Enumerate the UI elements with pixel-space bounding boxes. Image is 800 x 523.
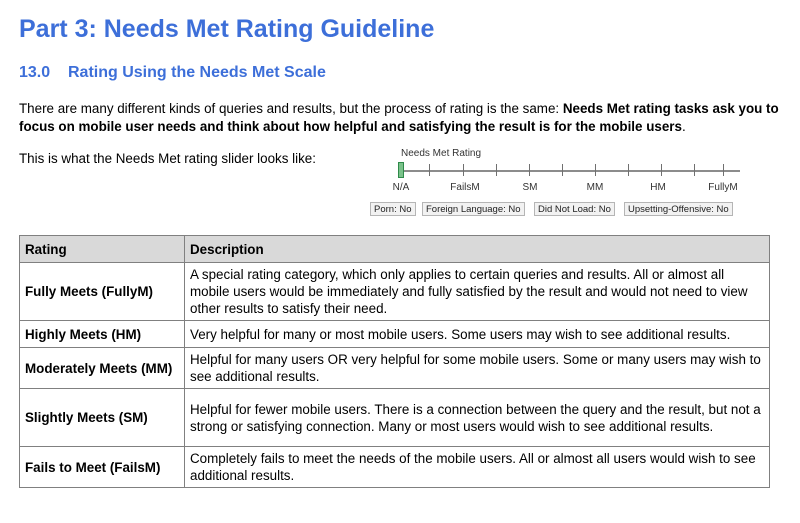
- tick-label-mm: MM: [586, 182, 604, 193]
- rating-name: Fully Meets (FullyM): [20, 263, 185, 321]
- rating-name: Moderately Meets (MM): [20, 348, 185, 389]
- slider-tick: [661, 164, 662, 176]
- slider-tick: [694, 164, 695, 176]
- part-title: Part 3: Needs Met Rating Guideline: [19, 15, 435, 43]
- slider-handle[interactable]: [398, 162, 404, 178]
- slider-tick: [529, 164, 530, 176]
- tick-label-na: N/A: [392, 182, 410, 193]
- intro-end: .: [681, 119, 686, 134]
- porn-flag-button[interactable]: Porn: No: [370, 202, 416, 216]
- table-row: [20, 389, 770, 447]
- table-row: [20, 348, 770, 389]
- slider-tick: [562, 164, 563, 176]
- rating-description: Helpful for fewer mobile users. There is a connection between the query and the result, but not a strong or satisfying connection. Many or most users would wish to see additional results.: [185, 389, 770, 447]
- rating-name: Fails to Meet (FailsM): [20, 447, 185, 488]
- slider-tick: [463, 164, 464, 176]
- rating-table: [19, 235, 770, 488]
- tick-label-fullym: FullyM: [708, 182, 738, 193]
- slider-tick: [723, 164, 724, 176]
- intro-paragraph: [19, 100, 779, 136]
- slider-tick: [628, 164, 629, 176]
- table-row: [20, 447, 770, 488]
- slider-tick: [595, 164, 596, 176]
- upsetting-offensive-flag-button[interactable]: Upsetting-Offensive: No: [624, 202, 733, 216]
- rating-name: Slightly Meets (SM): [20, 389, 185, 447]
- rating-description: Completely fails to meet the needs of the mobile users. All or almost all users would wish to see additional results.: [185, 447, 770, 488]
- slider-title: Needs Met Rating: [401, 148, 482, 159]
- description-column-header: Description: [185, 236, 770, 263]
- section-heading: [19, 64, 326, 82]
- foreign-language-flag-button[interactable]: Foreign Language: No: [422, 202, 525, 216]
- slider-track[interactable]: [400, 170, 740, 172]
- intro-text: There are many different kinds of queries and results, but the process of rating is the same:: [19, 101, 563, 116]
- rating-description: A special rating category, which only applies to certain queries and results. All or almost all mobile users would be immediately and fully satisfied by the result and would not need to view other results to satisfy their need.: [185, 263, 770, 321]
- tick-label-hm: HM: [650, 182, 666, 193]
- tick-label-sm: SM: [522, 182, 538, 193]
- rating-description: Helpful for many users OR very helpful for some mobile users. Some or many users may wish to see additional results.: [185, 348, 770, 389]
- table-row: [20, 321, 770, 348]
- section-number: 13.0: [19, 64, 51, 81]
- slider-tick: [496, 164, 497, 176]
- rating-column-header: Rating: [20, 236, 185, 263]
- intro-bold-text: Needs Met rating tasks ask you to focus on mobile user needs and think about how helpful and satisfying the result is for the mobile users: [19, 101, 779, 134]
- rating-description: Very helpful for many or most mobile users. Some users may wish to see additional results.: [185, 321, 770, 348]
- needs-met-slider: [368, 146, 768, 218]
- section-title: Rating Using the Needs Met Scale: [68, 64, 326, 81]
- tick-label-failsm: FailsM: [450, 182, 480, 193]
- table-row: [20, 263, 770, 321]
- did-not-load-flag-button[interactable]: Did Not Load: No: [534, 202, 615, 216]
- table-header-row: [20, 236, 770, 263]
- slider-intro-text: This is what the Needs Met rating slider looks like:: [19, 151, 316, 166]
- slider-tick: [429, 164, 430, 176]
- rating-name: Highly Meets (HM): [20, 321, 185, 348]
